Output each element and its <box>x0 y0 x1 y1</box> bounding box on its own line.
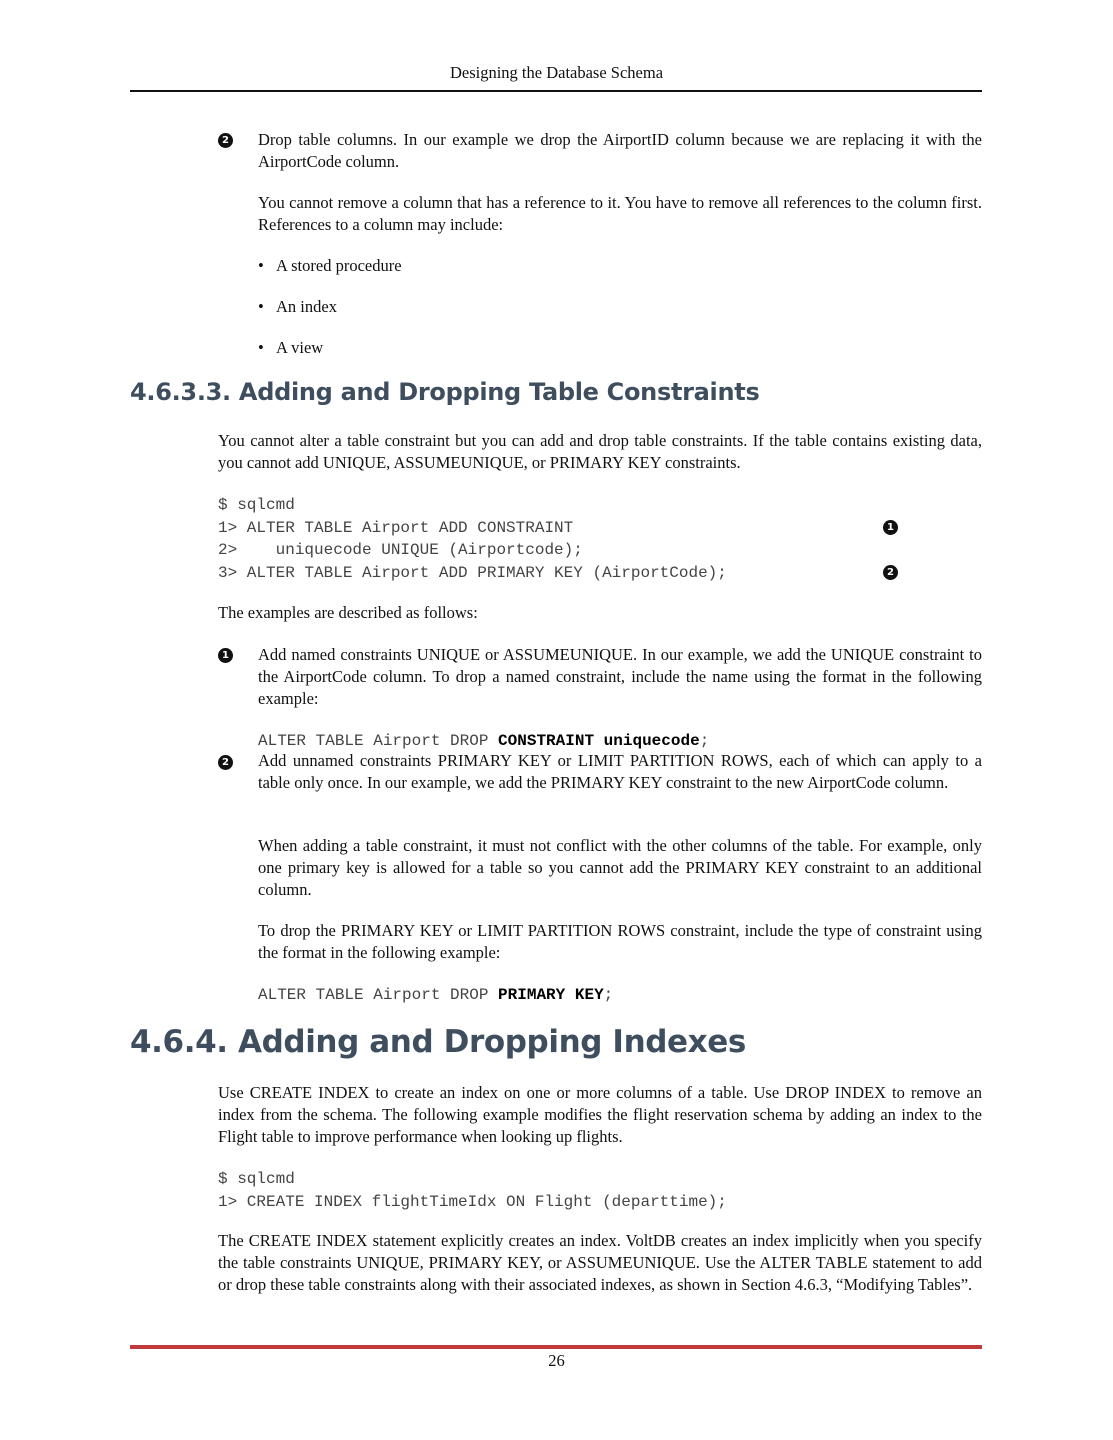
code-line: $ sqlcmd <box>218 1170 295 1188</box>
indexes-closing: The CREATE INDEX statement explicitly creates an index. VoltDB creates an index implicitly when you specify the table constraints UNIQUE, PRIMARY KEY, or ASSUMEUNIQUE. Use the ALTER TABLE statement to add or drop these table constraints along with their associated indexes, as shown in Section 4.6.3, “Modifying Tables”. <box>218 1231 982 1294</box>
running-header: Designing the Database Schema <box>449 63 664 82</box>
constraint-conflict-paragraph: When adding a table constraint, it must not conflict with the other columns of the table. For example, only one primary key is allowed for a table so you cannot add the PRIMARY KEY constraint to an additional column. <box>258 836 982 899</box>
code-line: 3> ALTER TABLE Airport ADD PRIMARY KEY (AirportCode); <box>218 563 727 582</box>
constraints-intro: You cannot alter a table constraint but you can add and drop table constraints. If the table contains existing data, you cannot add UNIQUE, ASSUMEUNIQUE, or PRIMARY KEY constraints. <box>218 431 982 472</box>
drop-constraint-code: ALTER TABLE Airport DROP CONSTRAINT uniquecode; <box>258 732 710 750</box>
examples-described: The examples are described as follows: <box>218 603 478 622</box>
bullet-icon: • <box>258 297 264 316</box>
callout-2-icon: 2 <box>218 755 233 770</box>
code-line: 1> ALTER TABLE Airport ADD CONSTRAINT <box>218 518 574 537</box>
callout-2-description: Add unnamed constraints PRIMARY KEY or LIMIT PARTITION ROWS, each of which can apply to a table only once. In our example, we add the PRIMARY KEY constraint to the new AirportCode column. <box>258 751 982 792</box>
indexes-intro: Use CREATE INDEX to create an index on one or more columns of a table. Use DROP INDEX to remove an index from the schema. The following example modifies the flight reservation schema by adding an index to the Flight table to improve performance when looking up flights. <box>218 1083 982 1146</box>
bullet-icon: • <box>258 256 264 275</box>
section-heading-464: 4.6.4. Adding and Dropping Indexes <box>130 1024 746 1060</box>
callout-1-icon: 1 <box>883 520 898 535</box>
bullet-icon: • <box>258 338 264 357</box>
callout-1-icon: 1 <box>218 648 233 663</box>
code-line: 1> CREATE INDEX flightTimeIdx ON Flight (departtime); <box>218 1192 727 1211</box>
callout-1-description: Add named constraints UNIQUE or ASSUMEUNIQUE. In our example, we add the UNIQUE constraint to the AirportCode column. To drop a named constraint, include the name using the format in the following example: <box>258 645 982 708</box>
section-heading-4633: 4.6.3.3. Adding and Dropping Table Constraints <box>130 378 760 406</box>
list-item: • A stored procedure <box>258 256 402 275</box>
drop-primary-key-code: ALTER TABLE Airport DROP PRIMARY KEY; <box>258 986 614 1004</box>
drop-primary-key-paragraph: To drop the PRIMARY KEY or LIMIT PARTITION ROWS constraint, include the type of constraint using the format in the following example: <box>258 921 982 962</box>
list-item: • A view <box>258 338 324 357</box>
callout-2-description: Drop table columns. In our example we drop the AirportID column because we are replacing it with the AirportCode column. <box>258 130 982 171</box>
callout-2-icon: 2 <box>218 133 233 148</box>
callout-2-icon: 2 <box>883 565 898 580</box>
column-reference-paragraph: You cannot remove a column that has a reference to it. You have to remove all references to the column first. References to a column may include: <box>258 193 982 234</box>
code-line: $ sqlcmd <box>218 496 295 514</box>
header-rule <box>130 90 982 92</box>
footer-rule <box>130 1345 982 1349</box>
list-item: • An index <box>258 297 337 316</box>
page-number: 26 <box>548 1351 565 1370</box>
code-line: 2> uniquecode UNIQUE (Airportcode); <box>218 541 583 559</box>
